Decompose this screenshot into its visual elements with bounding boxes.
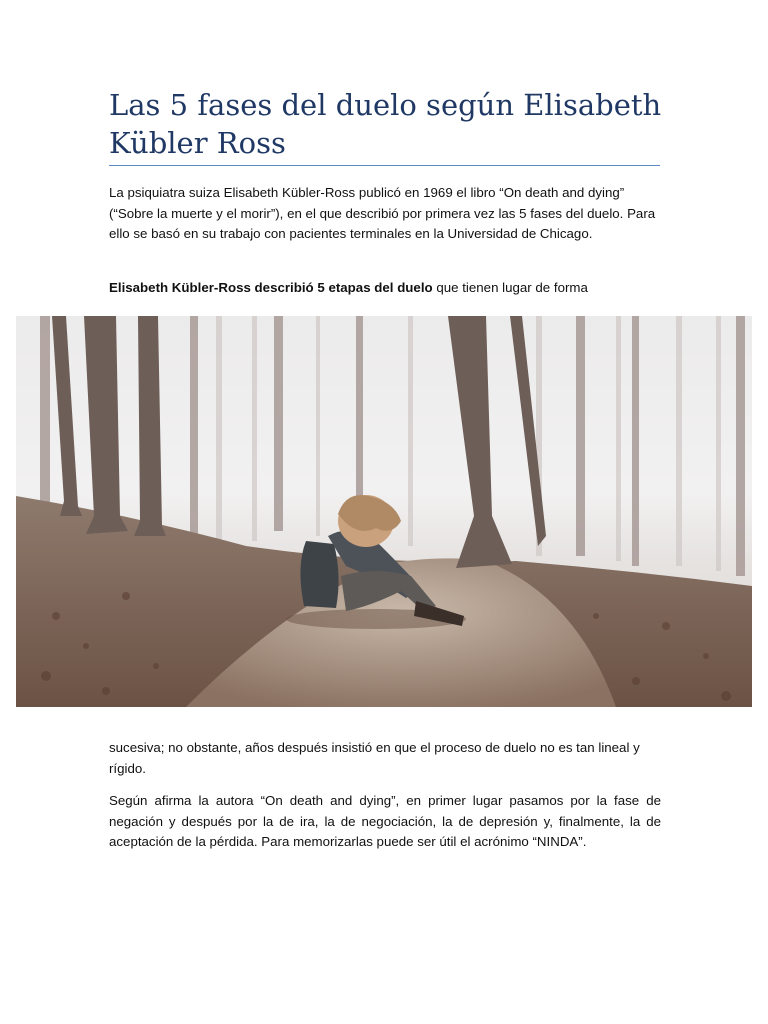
continuation-paragraph: sucesiva; no obstante, años después insistió en que el proceso de duelo no es tan lineal y rígido.	[109, 740, 640, 776]
title-underline	[109, 165, 660, 166]
intro-paragraph: La psiquiatra suiza Elisabeth Kübler-Ross publicó en 1969 el libro “On death and dying” (“Sobre la muerte y el morir”), en el que describió por primera vez las 5 fases del duelo. Para ello se basó en su trabajo con pacientes terminales en la Universidad de Chicago.	[109, 185, 656, 241]
forest-fog-photo	[16, 316, 752, 707]
page-title	[109, 86, 669, 162]
ninda-paragraph: Según afirma la autora “On death and dying”, en primer lugar pasamos por la fase de negación y después por la de ira, la de negociación, la de depresión y, finalmente, la de aceptación de la pérdida. Para memorizarlas puede ser útil el acrónimo “NINDA”.	[109, 793, 661, 849]
title-line-2: Kübler Ross	[109, 126, 286, 160]
stages-paragraph-start	[109, 278, 661, 299]
grief-illustration	[16, 316, 752, 707]
title-line-1: Las 5 fases del duelo según Elisabeth	[109, 88, 662, 122]
stages-bold-phrase: Elisabeth Kübler-Ross describió 5 etapas del duelo	[109, 280, 433, 295]
stages-rest-text: que tienen lugar de forma	[432, 280, 588, 295]
